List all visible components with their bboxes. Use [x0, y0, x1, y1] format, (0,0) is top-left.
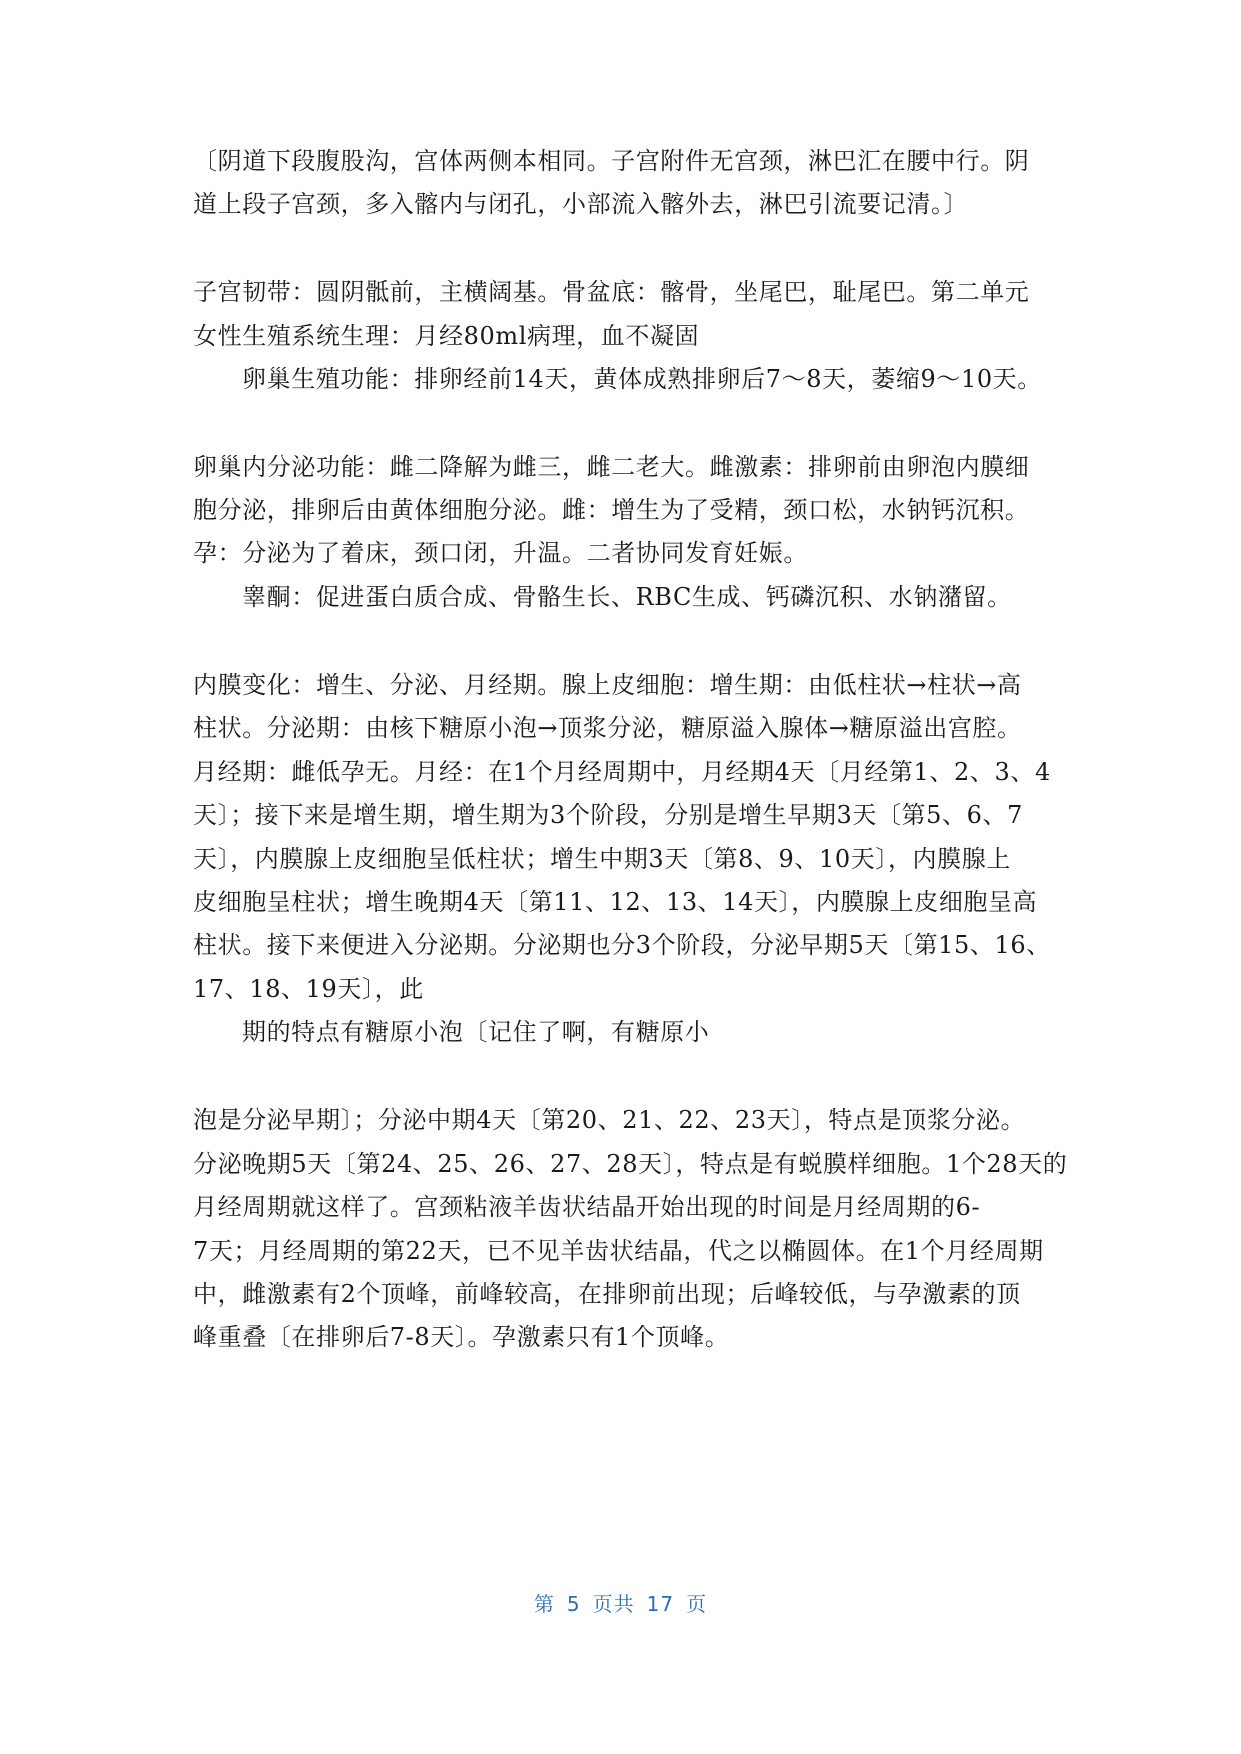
- footer-prefix: 第: [533, 1592, 555, 1616]
- text-line: 天〕，内膜腺上皮细胞呈低柱状；增生中期3天〔第8、9、10天〕，内膜腺上: [193, 845, 1011, 873]
- footer-current-page: 5: [566, 1592, 581, 1616]
- text-line: 天〕；接下来是增生期，增生期为3个阶段，分别是增生早期3天〔第5、6、7: [193, 801, 1023, 829]
- text-line: 中，雌激素有2个顶峰，前峰较高，在排卵前出现；后峰较低，与孕激素的顶: [193, 1280, 1021, 1308]
- text-line: 内膜变化：增生、分泌、月经期。腺上皮细胞：增生期：由低柱状→柱状→高: [193, 671, 1022, 699]
- footer-middle: 页共: [592, 1592, 635, 1616]
- text-line: 7天；月经周期的第22天，已不见羊齿状结晶，代之以椭圆体。在1个月经周期: [193, 1237, 1044, 1265]
- text-line: 女性生殖系统生理：月经80ml病理，血不凝固: [193, 322, 700, 350]
- footer-total-pages: 17: [646, 1592, 675, 1616]
- text-line: 柱状。接下来便进入分泌期。分泌期也分3个阶段，分泌早期5天〔第15、16、: [193, 931, 1051, 959]
- text-line: 柱状。分泌期：由核下糖原小泡→顶浆分泌，糖原溢入腺体→糖原溢出宫腔。: [193, 714, 1022, 742]
- text-line: 卵巢生殖功能：排卵经前14天，黄体成熟排卵后7～8天，萎缩9～10天。: [242, 365, 1042, 393]
- text-line: 道上段子宫颈，多入髂内与闭孔，小部流入髂外去，淋巴引流要记清。〕: [193, 190, 969, 218]
- text-line: 卵巢内分泌功能：雌二降解为雌三，雌二老大。雌激素：排卵前由卵泡内膜细: [193, 453, 1030, 481]
- text-line: 子宫韧带：圆阴骶前，主横阔基。骨盆底：髂骨，坐尾巴，耻尾巴。第二单元: [193, 278, 1030, 306]
- text-line: 月经期：雌低孕无。月经：在1个月经周期中，月经期4天〔月经第1、2、3、4: [193, 758, 1051, 786]
- text-line: 期的特点有糖原小泡〔记住了啊，有糖原小: [242, 1018, 710, 1046]
- text-line: 孕：分泌为了着床，颈口闭，升温。二者协同发育妊娠。: [193, 539, 808, 567]
- text-line: 峰重叠〔在排卵后7-8天〕。孕激素只有1个顶峰。: [193, 1323, 730, 1351]
- text-line: 泡是分泌早期〕；分泌中期4天〔第20、21、22、23天〕，特点是顶浆分泌。: [193, 1106, 1026, 1134]
- text-line: 〔阴道下段腹股沟，宫体两侧本相同。子宫附件无宫颈，淋巴汇在腰中行。阴: [193, 147, 1030, 175]
- text-line: 胞分泌，排卵后由黄体细胞分泌。雌：增生为了受精，颈口松，水钠钙沉积。: [193, 496, 1030, 524]
- text-line: 分泌晚期5天〔第24、25、26、27、28天〕，特点是有蜕膜样细胞。1个28天的: [193, 1150, 1068, 1178]
- text-line: 月经周期就这样了。宫颈粘液羊齿状结晶开始出现的时间是月经周期的6-: [193, 1193, 981, 1221]
- footer-suffix: 页: [686, 1592, 708, 1616]
- text-line: 皮细胞呈柱状；增生晚期4天〔第11、12、13、14天〕，内膜腺上皮细胞呈高: [193, 888, 1038, 916]
- text-line: 17、18、19天〕，此: [193, 975, 424, 1003]
- text-line: 睾酮：促进蛋白质合成、骨骼生长、RBC生成、钙磷沉积、水钠潴留。: [242, 583, 1012, 611]
- page-footer: [0, 1590, 1241, 1618]
